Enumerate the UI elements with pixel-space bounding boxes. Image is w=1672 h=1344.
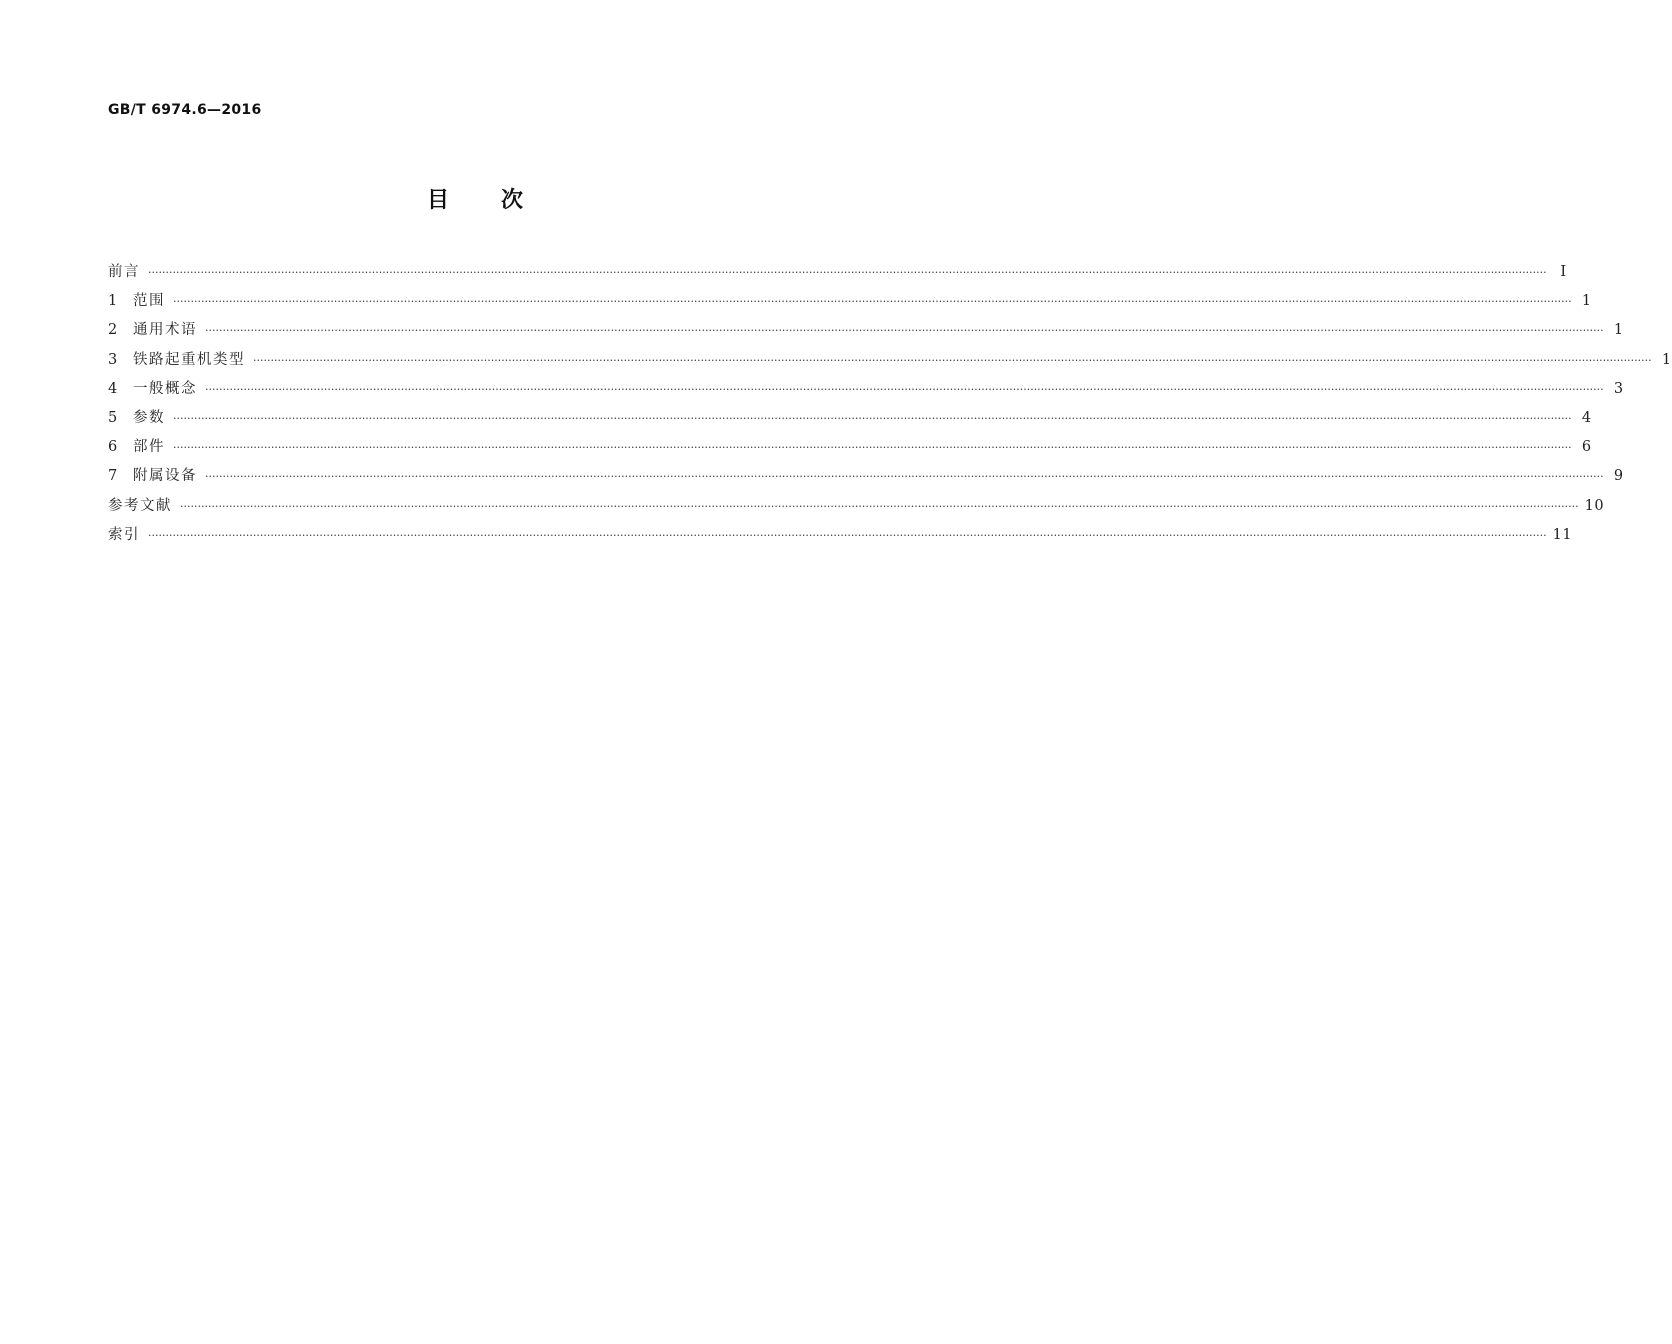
toc-entry-label: 附属设备 bbox=[133, 468, 197, 485]
toc-entry-number: 3 bbox=[108, 351, 119, 368]
toc-leader-dots: ················································································································································································································································································································································································································ bbox=[253, 353, 1652, 367]
table-of-contents bbox=[108, 262, 1672, 554]
toc-entry-scope[interactable] bbox=[108, 291, 1592, 320]
toc-entry-label: 参考文献 bbox=[108, 497, 172, 514]
toc-leader-dots: ················································································································································································································································································································································································································ bbox=[205, 470, 1604, 484]
toc-entry-number: 7 bbox=[108, 468, 119, 485]
toc-entry-label: 通用术语 bbox=[133, 322, 197, 339]
toc-entry-page: 1 bbox=[1581, 293, 1592, 310]
toc-entry-page: 10 bbox=[1584, 497, 1605, 514]
toc-entry-label: 一般概念 bbox=[133, 380, 197, 397]
toc-entry-label: 铁路起重机类型 bbox=[133, 351, 245, 368]
toc-entry-page: Ⅰ bbox=[1560, 264, 1567, 280]
toc-entry-page: 6 bbox=[1581, 439, 1592, 456]
toc-entry-references[interactable] bbox=[108, 496, 1605, 525]
toc-entry-number: 6 bbox=[108, 439, 119, 456]
toc-leader-dots: ················································································································································································································································································································································································································ bbox=[148, 266, 1547, 279]
toc-entry-crane-types[interactable] bbox=[108, 350, 1672, 379]
page-title: 目次 bbox=[426, 188, 575, 213]
toc-leader-dots: ················································································································································································································································································································································································································ bbox=[173, 411, 1572, 425]
toc-entry-foreword[interactable] bbox=[108, 262, 1567, 291]
toc-entry-number: 2 bbox=[108, 322, 119, 339]
toc-entry-accessories[interactable] bbox=[108, 466, 1624, 495]
toc-leader-dots: ················································································································································································································································································································································································································ bbox=[173, 441, 1572, 455]
toc-entry-page: 9 bbox=[1613, 468, 1624, 485]
toc-entry-general-concepts[interactable] bbox=[108, 379, 1624, 408]
toc-entry-label: 部件 bbox=[133, 439, 165, 456]
toc-leader-dots: ················································································································································································································································································································································································································ bbox=[173, 295, 1572, 309]
toc-entry-general-terms[interactable] bbox=[108, 320, 1624, 349]
toc-entry-index[interactable] bbox=[108, 525, 1573, 554]
toc-entry-number: 5 bbox=[108, 409, 119, 426]
toc-leader-dots: ················································································································································································································································································································································································································ bbox=[205, 324, 1604, 338]
toc-leader-dots: ················································································································································································································································································································································································································ bbox=[148, 528, 1547, 542]
toc-entry-label: 前言 bbox=[108, 264, 140, 280]
standard-code: GB/T 6974.6—2016 bbox=[108, 102, 262, 118]
toc-leader-dots: ················································································································································································································································································································································································································ bbox=[180, 499, 1579, 513]
toc-entry-parameters[interactable] bbox=[108, 408, 1592, 437]
toc-entry-label: 范围 bbox=[133, 293, 165, 310]
toc-entry-page: 1 bbox=[1661, 351, 1672, 368]
toc-entry-page: 1 bbox=[1613, 322, 1624, 339]
toc-leader-dots: ················································································································································································································································································································································································································ bbox=[205, 382, 1604, 396]
toc-entry-page: 4 bbox=[1581, 409, 1592, 426]
toc-entry-label: 参数 bbox=[133, 409, 165, 426]
toc-entry-components[interactable] bbox=[108, 437, 1592, 466]
toc-entry-page: 11 bbox=[1552, 526, 1573, 543]
toc-entry-number: 4 bbox=[108, 380, 119, 397]
toc-entry-label: 索引 bbox=[108, 526, 140, 543]
toc-entry-number: 1 bbox=[108, 293, 119, 310]
toc-entry-page: 3 bbox=[1613, 380, 1624, 397]
